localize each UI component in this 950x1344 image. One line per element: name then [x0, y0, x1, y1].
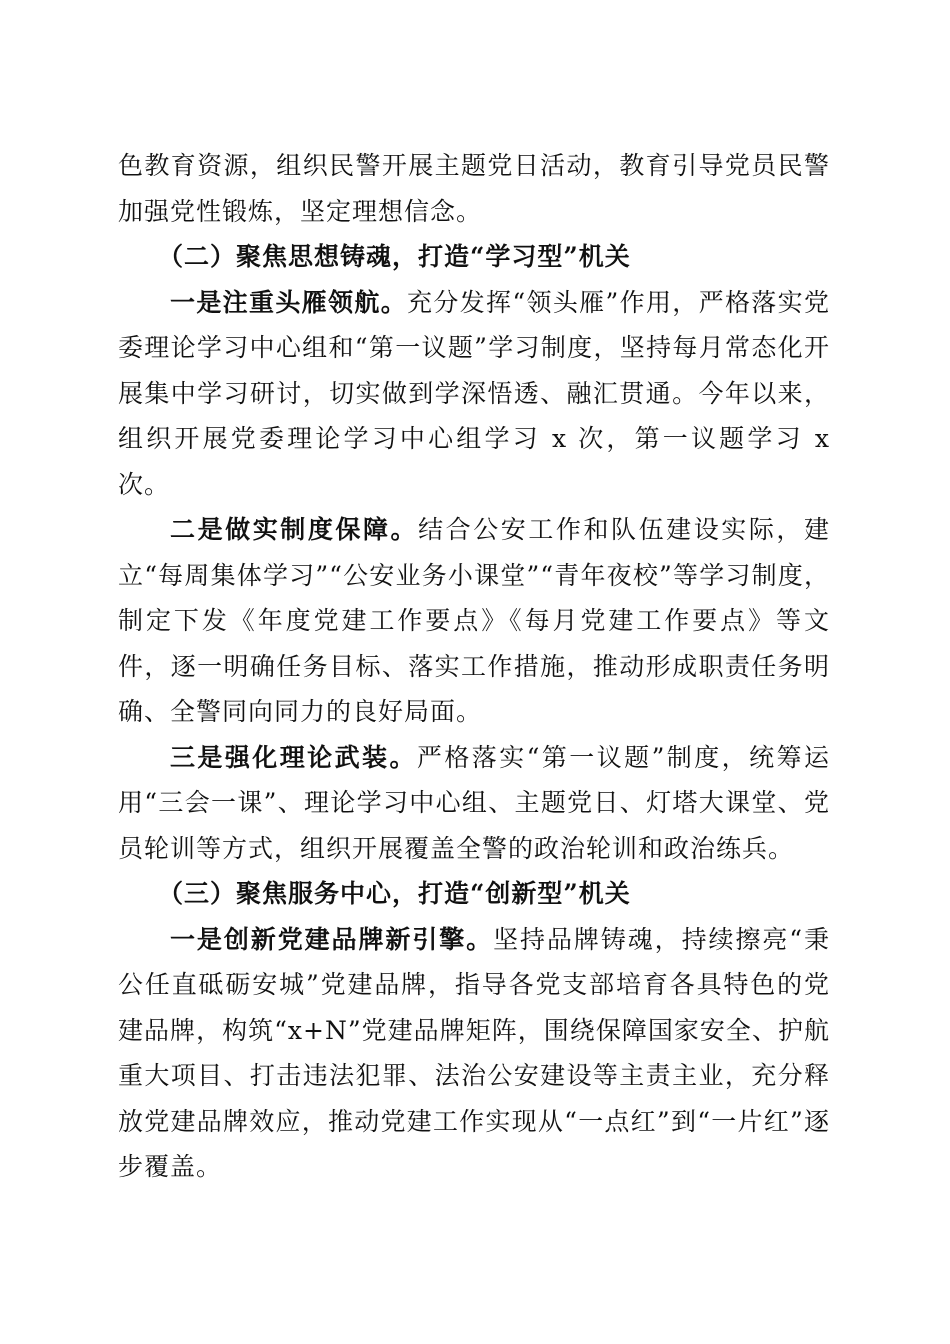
heading-text: （三）聚焦服务中心，打造“创新型”机关 [158, 879, 631, 908]
paragraph-leadership [118, 280, 830, 508]
paragraph-lead: 一是创新党建品牌新引擎。 [170, 924, 494, 954]
paragraph-text: 充分发挥“领头雁”作用，严格落实党委理论学习中心组和“第一议题”学习制度，坚持每月常态化开展集中学习研讨，切实做到学深悟透、融汇贯通。今年以来，组织开展党委理论学习中心组学习 x 次，第一议题学习 x 次。 [118, 287, 830, 499]
paragraph-lead: 一是注重头雁领航。 [170, 287, 408, 317]
heading-text: （二）聚焦思想铸魂，打造“学习型”机关 [158, 242, 631, 271]
paragraph-lead: 二是做实制度保障。 [170, 515, 419, 544]
paragraph-continuation [118, 143, 830, 234]
paragraph-system [118, 507, 830, 735]
paragraph-text: 坚持品牌铸魂，持续擦亮“秉公任直砥砺安城”党建品牌，指导各党支部培育各具特色的党建品牌，构筑“x+N”党建品牌矩阵，围绕保障国家安全、护航重大项目、打击违法犯罪、法治公安建设等主责主业，充分释放党建品牌效应，推动党建工作实现从“一点红”到“一片红”逐步覆盖。 [118, 924, 830, 1181]
paragraph-text: 结合公安工作和队伍建设实际，建立“每周集体学习”“公安业务小课堂”“青年夜校”等学习制度，制定下发《年度党建工作要点》《每月党建工作要点》等文件，逐一明确任务目标、落实工作措施，推动形成职责任务明确、全警同向同力的良好局面。 [118, 515, 830, 726]
section-heading-2 [118, 234, 830, 280]
paragraph-theory [118, 735, 830, 872]
paragraph-lead: 三是强化理论武装。 [170, 742, 417, 772]
paragraph-text: 色教育资源，组织民警开展主题党日活动，教育引导党员民警加强党性锻炼，坚定理想信念。 [118, 151, 830, 226]
document-body [118, 143, 830, 1190]
paragraph-text: 严格落实“第一议题”制度，统筹运用“三会一课”、理论学习中心组、主题党日、灯塔大课堂、党员轮训等方式，组织开展覆盖全警的政治轮训和政治练兵。 [118, 742, 830, 863]
paragraph-brand [118, 917, 830, 1190]
section-heading-3 [118, 871, 830, 917]
